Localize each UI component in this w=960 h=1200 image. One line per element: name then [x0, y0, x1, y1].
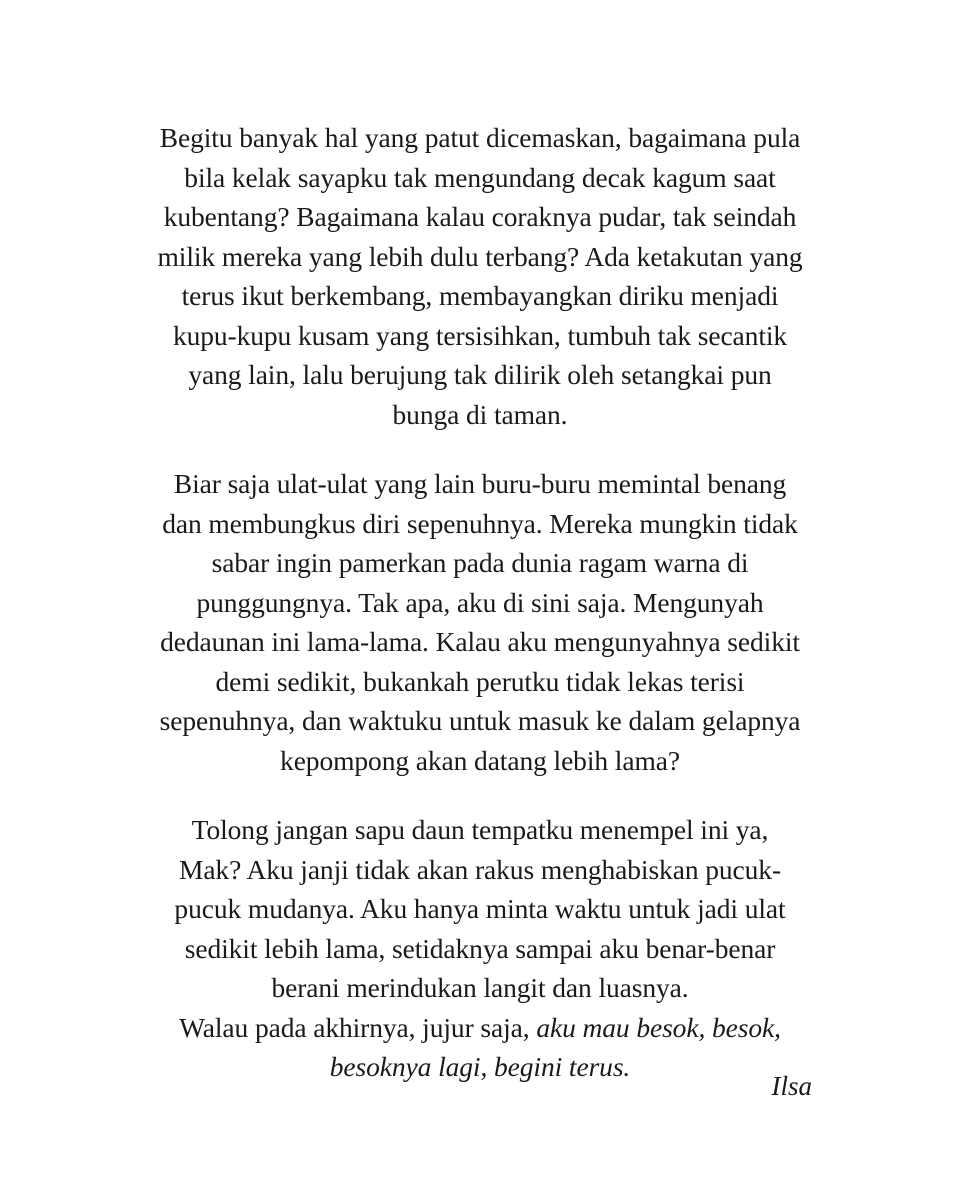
text-line: bunga di taman.: [392, 398, 568, 430]
paragraph-3: [120, 810, 840, 1087]
final-line-italic: besoknya lagi, begini terus.: [329, 1051, 631, 1082]
text-line: sedikit lebih lama, setidaknya sampai aku benar-benar: [184, 932, 776, 964]
text-line: milik mereka yang lebih dulu terbang? Ada ketakutan yang: [157, 240, 803, 272]
text-line: dedaunan ini lama-lama. Kalau aku mengunyahnya sedikit: [160, 626, 800, 657]
text-line: Biar saja ulat-ulat yang lain buru-buru memintal benang: [173, 468, 787, 499]
text-line: punggungnya. Tak apa, aku di sini saja. Mengunyah: [196, 586, 764, 618]
text-line: yang lain, lalu berujung tak dilirik oleh setangkai pun: [188, 359, 772, 390]
paragraph-2: [120, 464, 840, 780]
text-line: berani merindukan langit dan luasnya.: [271, 972, 689, 1003]
text-line: kupu-kupu kusam yang tersisihkan, tumbuh tak secantik: [172, 319, 788, 351]
text-line: sepenuhnya, dan waktuku untuk masuk ke dalam gelapnya: [159, 705, 801, 736]
text-line: Mak? Aku janji tidak akan rakus menghabiskan pucuk-: [178, 853, 782, 885]
author-signature: Ilsa: [771, 1071, 812, 1101]
text-line: demi sedikit, bukankah perutku tidak lekas terisi: [215, 665, 745, 697]
text-line: Tolong jangan sapu daun tempatku menempel ini ya,: [191, 814, 769, 845]
text-line: sabar ingin pamerkan pada dunia ragam warna di: [211, 547, 749, 578]
text-line: kepompong akan datang lebih lama?: [280, 744, 680, 776]
text-line: bila kelak sayapku tak mengundang decak kagum saat: [184, 161, 776, 193]
closing-line: [120, 1008, 840, 1048]
text-line: pucuk mudanya. Aku hanya minta waktu untuk jadi ulat: [174, 893, 786, 924]
text-line: dan membungkus diri sepenuhnya. Mereka mungkin tidak: [162, 507, 798, 539]
poem-text: [120, 118, 840, 1087]
closing-line-italic: aku mau besok, besok,: [536, 1011, 781, 1043]
closing-line-plain: Walau pada akhirnya, jujur saja,: [179, 1011, 537, 1043]
paragraph-1: [120, 118, 840, 434]
text-line: Begitu banyak hal yang patut dicemaskan, bagaimana pula: [159, 122, 801, 153]
text-line: terus ikut berkembang, membayangkan diriku menjadi: [181, 280, 779, 311]
text-line: kubentang? Bagaimana kalau coraknya pudar, tak seindah: [163, 201, 797, 232]
